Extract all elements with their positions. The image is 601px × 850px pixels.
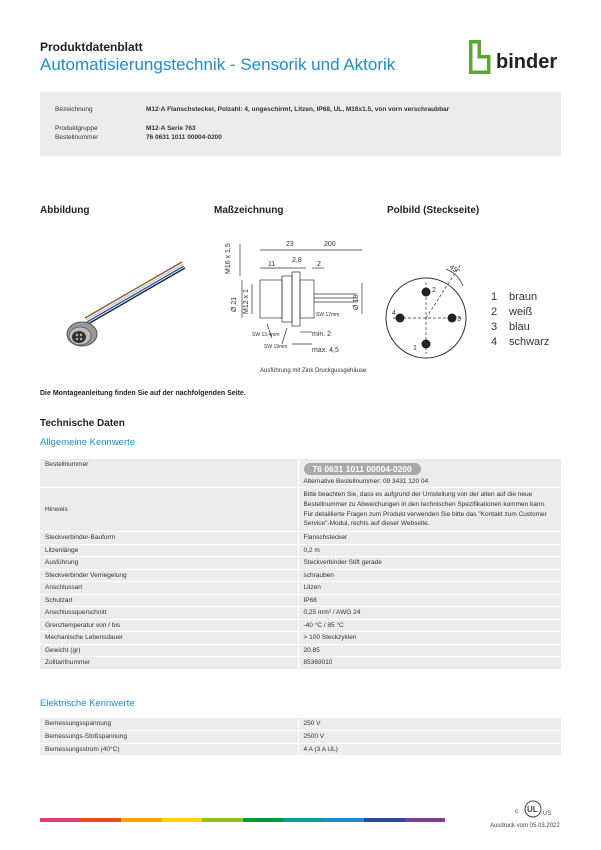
color-bar xyxy=(40,818,445,822)
dim-sw19: SW 19mm xyxy=(264,344,288,350)
info-value: M12-A Flanschstecker, Polzahl: 4, ungeschirmt, Litzen, IP68, UL, M16x1.5, von vorn verschraubbar xyxy=(146,106,450,113)
document-type: Produktdatenblatt xyxy=(40,40,143,54)
color-bar-segment xyxy=(364,818,405,822)
dim-m12: M12 x 1 xyxy=(243,289,250,314)
spec-key: Hinweis xyxy=(40,488,298,532)
alt-order-number: Alternative Bestellnummer: 09 3431 120 04 xyxy=(303,478,429,485)
dim-dia21: Ø 21 xyxy=(231,296,238,312)
print-date: Ausdruck vom 05.03.2022 xyxy=(490,823,560,829)
product-image xyxy=(40,228,200,378)
spec-key: Zolltarifnummer xyxy=(40,657,298,670)
order-number-pill: 76 0631 1011 00004-0200 xyxy=(304,463,421,475)
dim-200: 200 xyxy=(324,241,336,248)
electrical-rows xyxy=(40,718,561,756)
binder-logo xyxy=(468,40,563,74)
table-row xyxy=(40,657,561,670)
table-row xyxy=(40,718,561,731)
table-row xyxy=(40,644,561,657)
spec-key: Mechanische Lebensdauer xyxy=(40,632,298,645)
table-row xyxy=(40,619,561,632)
spec-key: Gewicht (gr) xyxy=(40,644,298,657)
spec-key: Steckverbinder Verriegelung xyxy=(40,569,298,582)
dim-2-8: 2,8 xyxy=(292,257,302,264)
color-bar-segment xyxy=(405,818,446,822)
legend-1-color: braun xyxy=(509,291,538,303)
spec-value: 250 V xyxy=(298,718,561,731)
spec-value: Steckverbinder Stift gerade xyxy=(298,557,561,570)
dim-max45: max. 4,5 xyxy=(312,347,339,354)
spec-value: > 100 Steckzyklen xyxy=(298,632,561,645)
pin-1 xyxy=(422,340,431,349)
spec-key: Bestellnummer xyxy=(40,459,298,488)
cert-us: US xyxy=(543,811,552,817)
table-row xyxy=(40,607,561,620)
table-row xyxy=(40,544,561,557)
legend-4-num: 4 xyxy=(491,336,498,348)
table-row xyxy=(40,632,561,645)
angle-label: 45° xyxy=(447,263,461,276)
section-polbild: Polbild (Steckseite) xyxy=(387,205,480,216)
info-row-bezeichnung xyxy=(55,106,449,113)
spec-key: Anschlussquerschnitt xyxy=(40,607,298,620)
wire-bundle xyxy=(85,262,185,324)
spec-value xyxy=(298,459,561,488)
color-bar-segment xyxy=(283,818,324,822)
color-bar-segment xyxy=(40,818,81,822)
spec-value: schrauben xyxy=(298,569,561,582)
table-row xyxy=(40,569,561,582)
color-bar-segment xyxy=(202,818,243,822)
pin-4-num: 4 xyxy=(392,310,396,317)
spec-key: Bemessungsstrom (40°C) xyxy=(40,743,298,756)
section-masszeichnung: Maßzeichnung xyxy=(214,205,284,216)
spec-key: Ausführung xyxy=(40,557,298,570)
spec-key: Bemessungs-Stoßspannung xyxy=(40,731,298,744)
legend-4-color: schwarz xyxy=(509,336,550,348)
pin-3 xyxy=(448,314,457,323)
spec-value: 20.85 xyxy=(298,644,561,657)
spec-key: Grenztemperatur von / bis xyxy=(40,619,298,632)
ul-certification-icon xyxy=(515,799,565,819)
info-value: 76 0631 1011 00004-0200 xyxy=(146,134,222,141)
general-rows xyxy=(40,532,561,670)
product-info-box xyxy=(40,92,561,156)
spec-value: 85369010 xyxy=(298,657,561,670)
table-row xyxy=(40,532,561,545)
tech-data-heading: Technische Daten xyxy=(40,418,125,429)
info-value: M12-A Serie 763 xyxy=(146,125,196,132)
drawing-caption: Ausführung mit Zink Druckgussgehäuse xyxy=(260,368,367,374)
table-row xyxy=(40,594,561,607)
legend-2-num: 2 xyxy=(491,306,498,318)
spec-key: Schutzart xyxy=(40,594,298,607)
table-row xyxy=(40,743,561,756)
color-bar-segment xyxy=(324,818,365,822)
spec-key: Anschlussart xyxy=(40,582,298,595)
dim-dia18: Ø 18 xyxy=(353,294,360,310)
spec-value: 0,2 m xyxy=(298,544,561,557)
info-row-produktgruppe xyxy=(55,125,196,132)
pin-diagram xyxy=(383,242,563,372)
info-row-bestellnummer xyxy=(55,134,222,141)
binder-logo-text: binder xyxy=(496,51,558,73)
mounting-note: Die Montageanleitung finden Sie auf der nachfolgenden Seite. xyxy=(40,390,246,397)
cert-ul: UL xyxy=(527,805,538,814)
electrical-heading: Elektrische Kennwerte xyxy=(40,698,135,709)
pin-2-num: 2 xyxy=(432,287,436,294)
spec-key: Litzenlänge xyxy=(40,544,298,557)
binder-logo-mark-icon xyxy=(469,40,491,74)
table-row xyxy=(40,488,561,532)
connector-body xyxy=(67,322,97,346)
info-label: Bezeichnung xyxy=(55,106,93,113)
color-bar-segment xyxy=(162,818,203,822)
general-heading: Allgemeine Kennwerte xyxy=(40,437,136,448)
spec-value: Flanschstecker xyxy=(298,532,561,545)
spec-value: -40 °C / 85 °C xyxy=(298,619,561,632)
table-row xyxy=(40,731,561,744)
pin-2 xyxy=(422,288,431,297)
dim-11: 11 xyxy=(268,261,276,268)
general-spec-table xyxy=(40,459,561,670)
section-abbildung: Abbildung xyxy=(40,205,90,216)
color-bar-segment xyxy=(243,818,284,822)
dim-min2: min. 2 xyxy=(312,331,332,338)
color-bar-segment xyxy=(81,818,122,822)
dim-2: 2 xyxy=(317,261,321,268)
table-row xyxy=(40,582,561,595)
page-title: Automatisierungstechnik - Sensorik und Aktorik xyxy=(40,55,396,74)
dimension-drawing xyxy=(212,228,377,378)
dim-sw17: SW 17mm xyxy=(316,312,340,318)
spec-value: 4 A (3 A UL) xyxy=(298,743,561,756)
spec-key: Bemessungsspannung xyxy=(40,718,298,731)
table-row xyxy=(40,557,561,570)
pin-4 xyxy=(396,314,405,323)
legend-1-num: 1 xyxy=(491,291,498,303)
color-bar-segment xyxy=(121,818,162,822)
dim-sw13: SW 13,4mm xyxy=(252,332,280,338)
electrical-spec-table xyxy=(40,718,561,756)
legend-3-color: blau xyxy=(509,321,530,333)
legend-2-color: weiß xyxy=(509,306,533,318)
pin-3-num: 3 xyxy=(457,316,461,323)
cert-c: c xyxy=(515,809,518,815)
spec-value: Bitte beachten Sie, dass es aufgrund der Umstellung von der alten auf die neue Bestellnummer zu Abweichungen in den technischen Spezifikationen kommen kann. Für detaillierte Fragen zum Produkt verwenden Sie bitte das "Kontakt zum Customer Service"-Modul, rechts auf dieser Webseite. xyxy=(298,488,561,532)
spec-value: 2500 V xyxy=(298,731,561,744)
pin-1-num: 1 xyxy=(413,345,417,352)
info-label: Bestellnummer xyxy=(55,134,99,141)
spec-value: 0,25 mm² / AWG 24 xyxy=(298,607,561,620)
spec-key: Steckverbinder-Bauform xyxy=(40,532,298,545)
legend-3-num: 3 xyxy=(491,321,498,333)
table-row xyxy=(40,459,561,488)
info-label: Produktgruppe xyxy=(55,125,98,132)
dim-23: 23 xyxy=(286,241,294,248)
dim-m16: M16 x 1,5 xyxy=(225,243,232,274)
spec-value: IP68 xyxy=(298,594,561,607)
spec-value: Litzen xyxy=(298,582,561,595)
